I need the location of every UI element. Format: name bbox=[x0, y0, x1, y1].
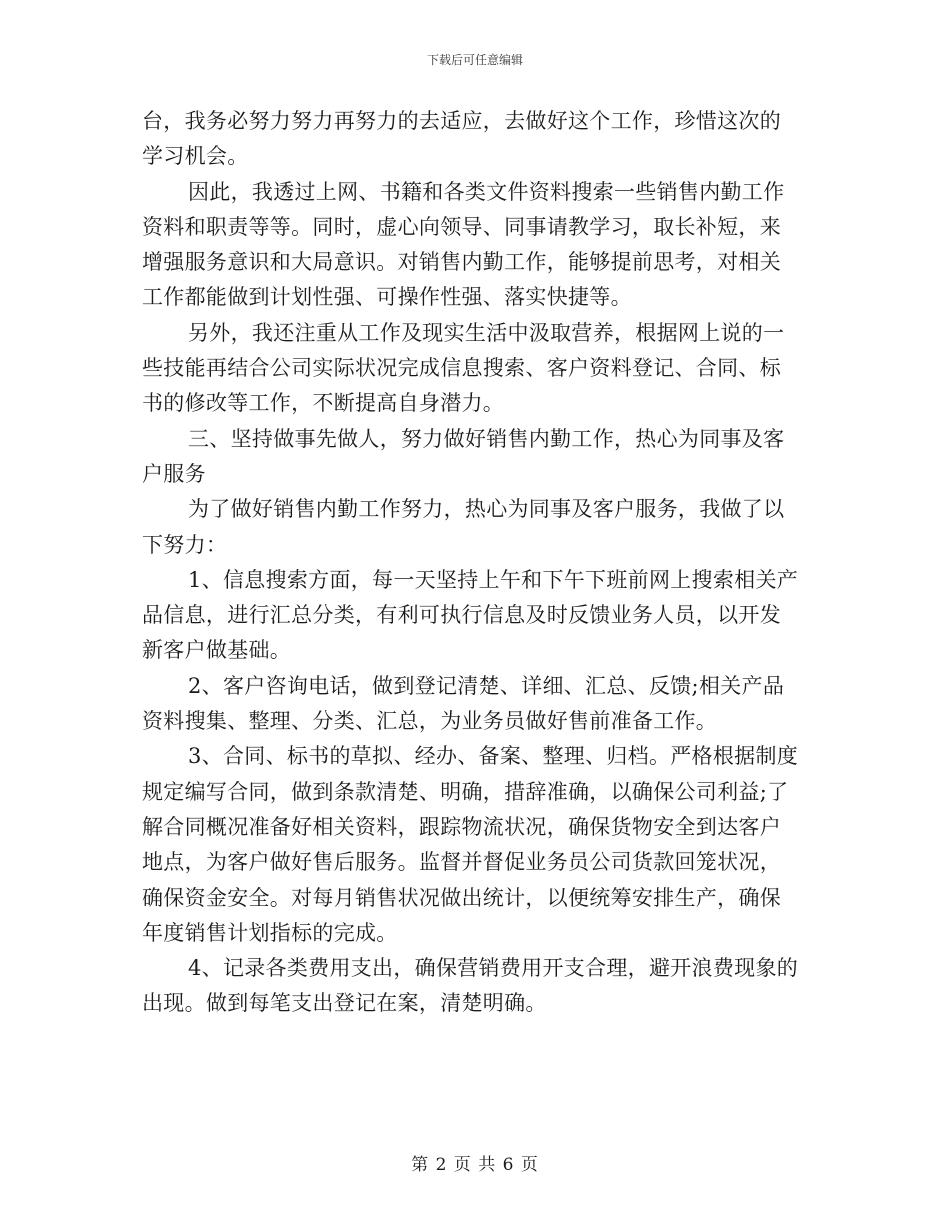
text-line: 品信息，进行汇总分类，有利可执行信息及时反馈业务人员，以开发 bbox=[142, 603, 781, 628]
text-line: 规定编写合同，做到条款清楚、明确，措辞准确，以确保公司利益;了 bbox=[142, 779, 789, 804]
list-item bbox=[142, 739, 812, 951]
text-line: 地点，为客户做好售后服务。监督并督促业务员公司货款回笼状况， bbox=[142, 850, 781, 875]
text-line: 2、客户咨询电话，做到登记清楚、详细、汇总、反馈;相关产品 bbox=[188, 673, 785, 698]
text-line: 3、合同、标书的草拟、经办、备案、整理、归档。严格根据制度 bbox=[188, 744, 799, 769]
text-line: 些技能再结合公司实际状况完成信息搜索、客户资料登记、合同、标 bbox=[142, 356, 781, 381]
text-line: 因此，我透过上网、书籍和各类文件资料搜索一些销售内勤工作 bbox=[188, 179, 785, 204]
text-line: 三、坚持做事先做人，努力做好销售内勤工作，热心为同事及客 bbox=[188, 426, 785, 451]
text-line: 年度销售计划指标的完成。 bbox=[142, 920, 398, 945]
text-line: 资料搜集、整理、分类、汇总，为业务员做好售前准备工作。 bbox=[142, 709, 718, 734]
page-header: 下载后可任意编辑 bbox=[426, 53, 523, 67]
text-line: 新客户做基础。 bbox=[142, 638, 292, 663]
paragraph bbox=[142, 316, 812, 422]
paragraph bbox=[142, 175, 812, 316]
text-line: 学习机会。 bbox=[142, 144, 249, 169]
text-line: 另外，我还注重从工作及现实生活中汲取营养，根据网上说的一 bbox=[188, 320, 785, 345]
document-body bbox=[142, 104, 812, 1022]
text-line: 台，我务必努力努力再努力的去适应，去做好这个工作，珍惜这次的 bbox=[142, 109, 781, 133]
paragraph bbox=[142, 104, 812, 175]
text-line: 4、记录各类费用支出，确保营销费用开支合理，避开浪费现象的 bbox=[188, 956, 799, 981]
text-line: 出现。做到每笔支出登记在案，清楚明确。 bbox=[142, 991, 547, 1016]
list-item bbox=[142, 669, 812, 740]
text-line: 1、信息搜索方面，每一天坚持上午和下午下班前网上搜索相关产 bbox=[188, 567, 799, 592]
text-line: 下努力： bbox=[142, 532, 228, 557]
page-number-footer: 第 2 页 共 6 页 bbox=[411, 1155, 539, 1175]
text-line: 工作都能做到计划性强、可操作性强、落实快捷等。 bbox=[142, 285, 632, 310]
text-line: 确保资金安全。对每月销售状况做出统计，以便统筹安排生产，确保 bbox=[142, 885, 781, 910]
text-line: 解合同概况准备好相关资料，跟踪物流状况，确保货物安全到达客户 bbox=[142, 814, 781, 839]
text-line: 为了做好销售内勤工作努力，热心为同事及客户服务，我做了以 bbox=[188, 497, 785, 522]
paragraph bbox=[142, 492, 812, 563]
text-line: 书的修改等工作，不断提高自身潜力。 bbox=[142, 391, 505, 416]
list-item bbox=[142, 951, 812, 1022]
text-line: 增强服务意识和大局意识。对销售内勤工作，能够提前思考，对相关 bbox=[142, 250, 781, 275]
section-heading bbox=[142, 422, 812, 493]
text-line: 资料和职责等等。同时，虚心向领导、同事请教学习，取长补短，来 bbox=[142, 214, 781, 239]
list-item bbox=[142, 563, 812, 669]
text-line: 户服务 bbox=[142, 461, 206, 486]
